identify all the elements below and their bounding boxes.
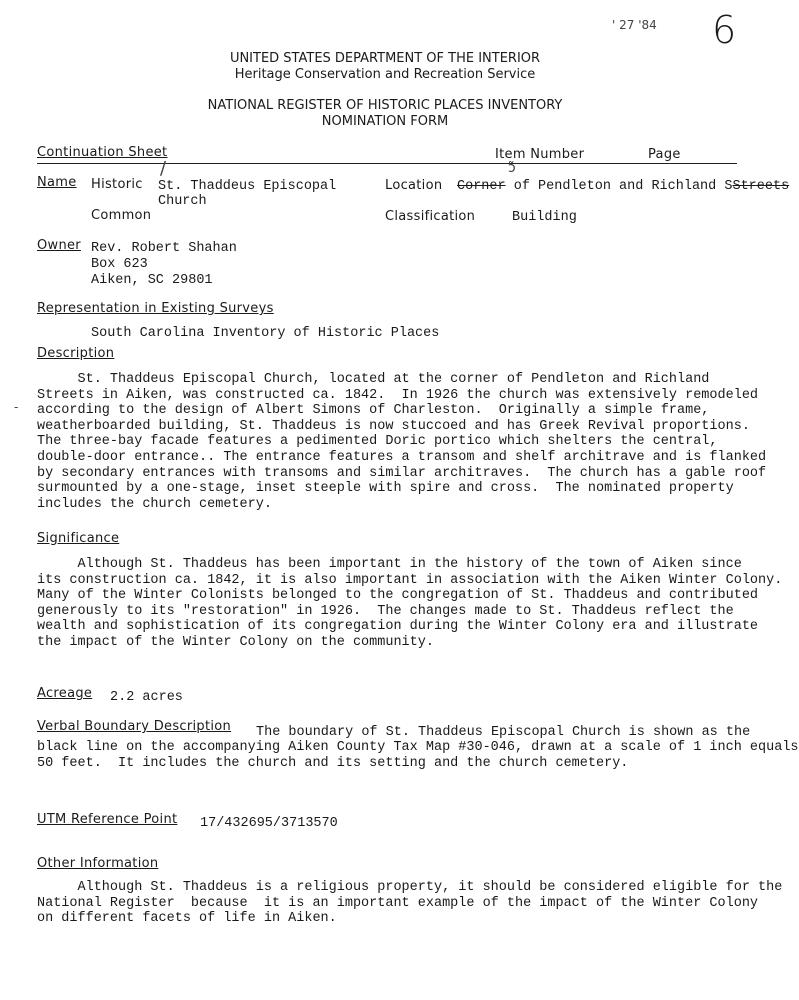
classification-value: Building [512, 210, 577, 225]
historic-name-line2: Church [158, 194, 207, 209]
agency-title: UNITED STATES DEPARTMENT OF THE INTERIOR [229, 51, 541, 66]
representation-value: South Carolina Inventory of Historic Places [91, 326, 440, 341]
common-label: Common [91, 208, 152, 223]
owner-city: Aiken, SC 29801 [91, 273, 213, 288]
classification-label: Classification [385, 209, 476, 224]
name-label: Name [37, 175, 77, 190]
historic-label: Historic [91, 177, 143, 192]
form-subtitle: NOMINATION FORM [321, 114, 449, 129]
acreage-label: Acreage [37, 686, 93, 701]
location-prefix: S [724, 179, 733, 194]
page-number-handwritten: 6 [712, 8, 737, 52]
significance-label: Significance [37, 531, 120, 546]
check-mark: / [160, 158, 167, 179]
utm-value: 17/432695/3713570 [200, 816, 338, 831]
owner-box: Box 623 [91, 257, 148, 272]
other-info-label: Other Information [37, 856, 159, 871]
continuation-sheet-label: Continuation Sheet [37, 145, 168, 160]
margin-mark: - [14, 400, 19, 414]
boundary-text-rest: black line on the accompanying Aiken County Tax Map #30-046, drawn at a scale of 1 inch equals 50 feet. It includes the church and its setting and the church cemetery. [37, 740, 799, 771]
header-rule [37, 163, 737, 164]
agency-subtitle: Heritage Conservation and Recreation Service [234, 67, 536, 82]
owner-name: Rev. Robert Shahan [91, 241, 237, 256]
location-annotation: ɔ̃ [508, 160, 516, 176]
utm-label: UTM Reference Point [37, 812, 178, 827]
page-label: Page [648, 147, 681, 162]
location-label: Location [385, 178, 443, 193]
location-street-text: of Pendleton and Richland [513, 179, 717, 194]
representation-label: Representation in Existing Surveys [37, 301, 274, 316]
form-title: NATIONAL REGISTER OF HISTORIC PLACES INVENTORY [207, 98, 563, 113]
historic-name-line1: St. Thaddeus Episcopal [158, 179, 337, 194]
significance-text: Although St. Thaddeus has been important in the history of the town of Aiken since its construction ca. 1842, it is also important in association with the Aiken Winter Colony. Many of the Winter Colonists belonged to the congregation of St. Thaddeus and contributed generously to its "restoration" in 1926. The changes made to St. Thaddeus reflect the wealth and sophistication of its congregation during the Winter Colony era and illustrate the impact of the Winter Colony on the community. [37, 557, 783, 650]
description-text: St. Thaddeus Episcopal Church, located at the corner of Pendleton and Richland Streets in Aiken, was constructed ca. 1842. In 1926 the church was extensively remodeled according to the design of Albert Simons of Charleston. Originally a simple frame, weatherboarded building, St. Thaddeus is now stuccoed and has Greek Revival proportions. The three-bay facade features a pedimented Doric portico which shelters the central, double-door entrance.. The entrance features a transom and shelf architrave and is flanked by secondary entrances with transoms and similar architraves. The church has a gable roof surmounted by a one-stage, inset steeple with spire and cross. The nominated property includes the church cemetery. [37, 372, 767, 512]
boundary-text-first: The boundary of St. Thaddeus Episcopal Church is shown as the [256, 725, 751, 740]
boundary-label: Verbal Boundary Description [37, 719, 232, 734]
owner-label: Owner [37, 238, 81, 253]
acreage-value: 2.2 acres [110, 690, 183, 705]
location-struck-corner: Corner [457, 179, 506, 194]
date-stamp: ' 27 '84 [612, 18, 657, 32]
location-struck-streets: Streets [732, 179, 790, 194]
description-label: Description [37, 346, 115, 361]
item-number-label: Item Number [495, 147, 585, 162]
other-info-text: Although St. Thaddeus is a religious property, it should be considered eligible for the National Register because it is an important example of the impact of the Winter Colony on different facets of life in Aiken. [37, 880, 783, 927]
location-value [457, 179, 789, 194]
